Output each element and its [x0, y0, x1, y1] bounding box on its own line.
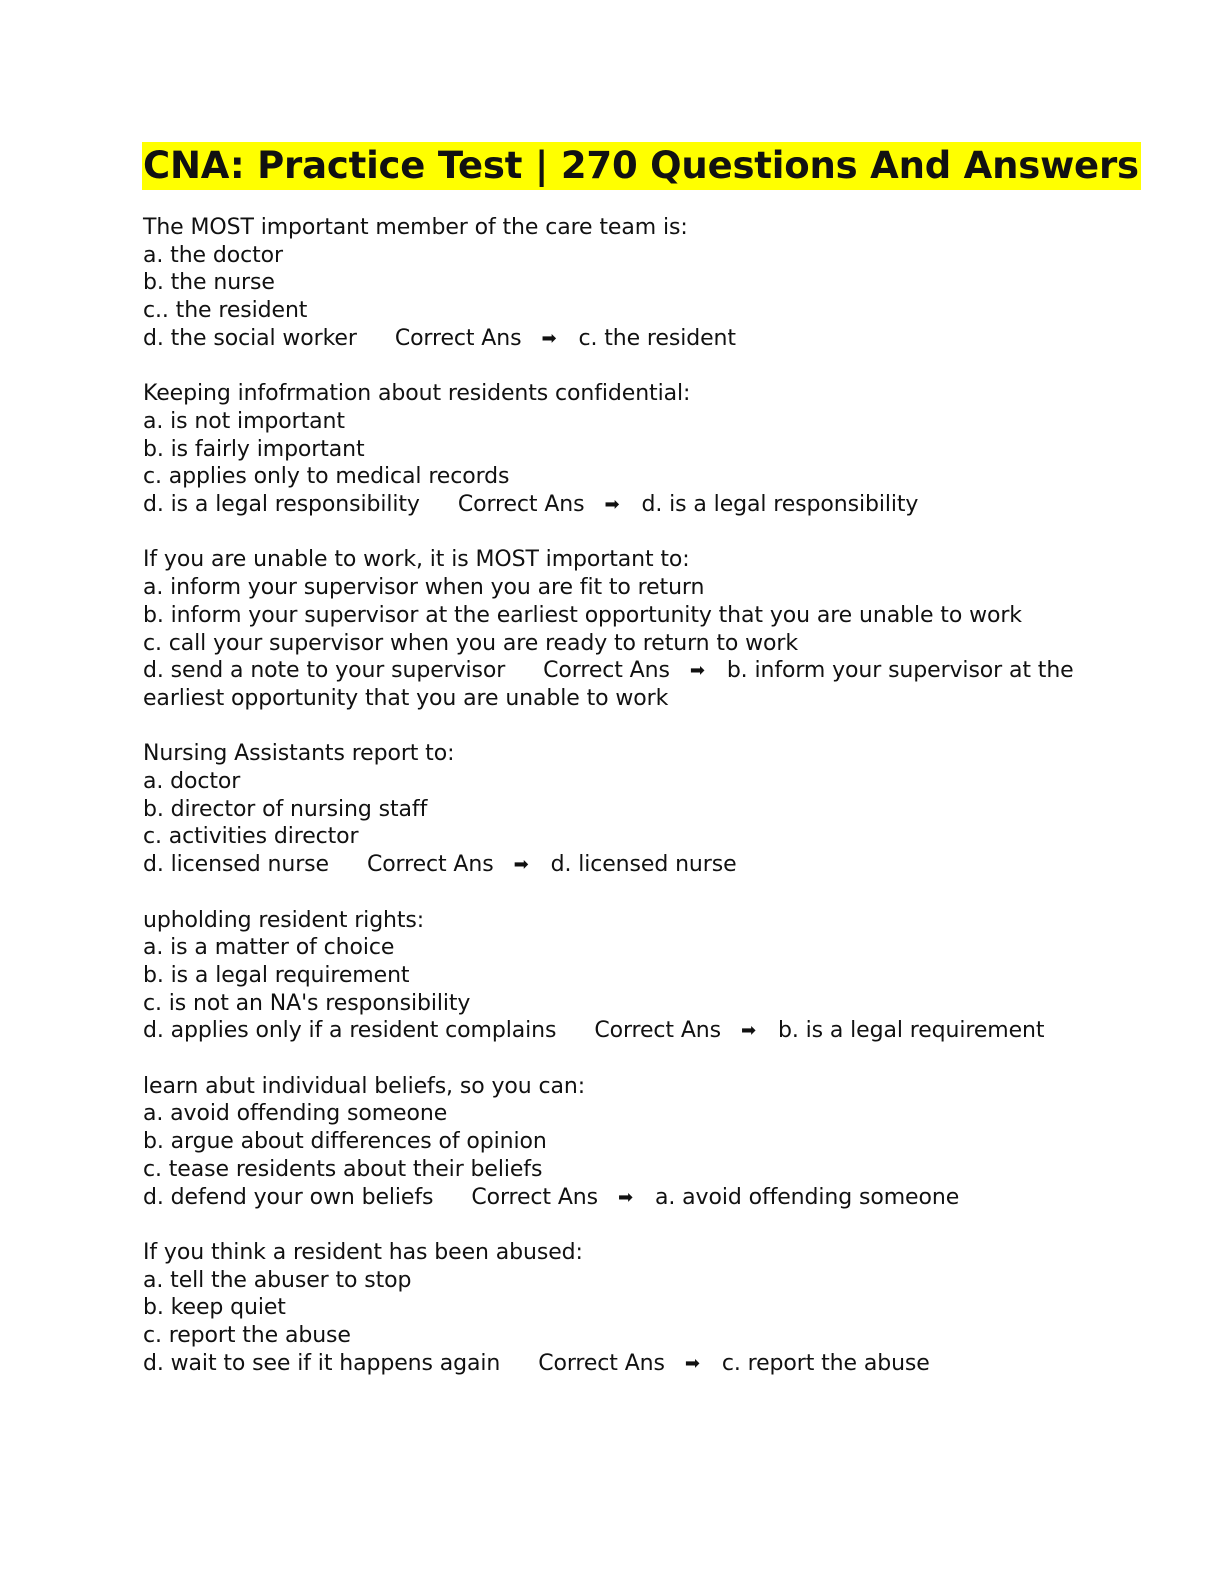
- option-line: [143, 436, 1083, 464]
- question-block: [143, 380, 1083, 519]
- correct-answer-text: c. the resident: [578, 325, 736, 351]
- option-line: [143, 962, 1083, 990]
- option-line: [143, 768, 1083, 796]
- option-line: [143, 657, 1083, 712]
- option-line: [143, 1294, 1083, 1322]
- correct-answer-text: c. report the abuse: [721, 1350, 930, 1376]
- question-text: Keeping infofrmation about residents confidential:: [143, 381, 691, 407]
- option-line: [143, 934, 1083, 962]
- option-line: [143, 463, 1083, 491]
- option-line: [143, 823, 1083, 851]
- option-line: [143, 630, 1083, 658]
- correct-answer-text: d. is a legal responsibility: [641, 492, 919, 518]
- correct-answer-text: b. is a legal requirement: [777, 1018, 1045, 1044]
- option-line: [143, 408, 1083, 436]
- question-text: The MOST important member of the care team is:: [143, 215, 688, 240]
- arrow-right-icon: ➡: [740, 1020, 756, 1042]
- option-line: [143, 1184, 1083, 1212]
- page-title: CNA: Practice Test | 270 Questions And Answers: [142, 142, 1141, 190]
- answer-option: c. call your supervisor when you are ready to return to work: [143, 630, 798, 656]
- answer-option: a. the doctor: [143, 242, 283, 268]
- answer-option: c. report the abuse: [143, 1323, 351, 1349]
- option-line: [143, 1350, 1083, 1378]
- document-page: [143, 142, 1139, 1405]
- correct-answer-text: a. avoid offending someone: [655, 1184, 960, 1210]
- answer-option: a. doctor: [143, 769, 241, 795]
- arrow-right-icon: ➡: [513, 854, 529, 876]
- correct-answer-label: Correct Ans: [394, 325, 522, 351]
- question-text: If you are unable to work, it is MOST important to:: [143, 547, 690, 573]
- arrow-right-icon: ➡: [618, 1186, 633, 1208]
- arrow-right-icon: ➡: [541, 327, 557, 349]
- answer-option: d. applies only if a resident complains: [143, 1018, 557, 1044]
- answer-option: c.. the resident: [143, 298, 308, 324]
- option-line: [143, 574, 1083, 602]
- question-block: [143, 214, 1083, 353]
- arrow-right-icon: ➡: [689, 660, 705, 682]
- option-line: [143, 851, 1083, 879]
- option-line: [143, 602, 1083, 630]
- answer-option: b. director of nursing staff: [143, 796, 428, 822]
- answer-option: a. is not important: [143, 408, 345, 434]
- answer-option: d. licensed nurse: [143, 852, 329, 878]
- answer-option: b. inform your supervisor at the earliest opportunity that you are unable to work: [143, 602, 1022, 628]
- answer-option: d. defend your own beliefs: [143, 1184, 434, 1210]
- answer-option: c. applies only to medical records: [143, 464, 510, 490]
- question-text: upholding resident rights:: [143, 907, 425, 933]
- correct-answer-label: Correct Ans: [471, 1184, 599, 1210]
- answer-option: a. avoid offending someone: [143, 1101, 448, 1127]
- question-block: [143, 1239, 1083, 1378]
- answer-option: b. is fairly important: [143, 436, 365, 462]
- option-line: [143, 269, 1083, 297]
- option-line: [143, 1128, 1083, 1156]
- answer-option: b. the nurse: [143, 270, 275, 296]
- answer-option: a. is a matter of choice: [143, 935, 395, 961]
- correct-answer-label: Correct Ans: [366, 852, 494, 878]
- correct-answer-text: d. licensed nurse: [550, 852, 737, 878]
- answer-option: b. argue about differences of opinion: [143, 1129, 547, 1155]
- option-line: [143, 1322, 1083, 1350]
- answer-option: b. keep quiet: [143, 1295, 286, 1321]
- answer-option: d. wait to see if it happens again: [143, 1350, 501, 1376]
- option-line: [143, 1156, 1083, 1184]
- question-block: [143, 907, 1083, 1046]
- question-text: Nursing Assistants report to:: [143, 741, 455, 767]
- answer-option: d. is a legal responsibility: [143, 492, 420, 518]
- answer-option: a. tell the abuser to stop: [143, 1267, 412, 1293]
- answer-option: d. the social worker: [143, 325, 357, 351]
- correct-answer-label: Correct Ans: [594, 1018, 721, 1044]
- arrow-right-icon: ➡: [604, 494, 620, 516]
- arrow-right-icon: ➡: [684, 1352, 700, 1374]
- question-block: [143, 1073, 1083, 1212]
- correct-answer-label: Correct Ans: [543, 658, 670, 684]
- answer-option: d. send a note to your supervisor: [143, 658, 506, 684]
- correct-answer-label: Correct Ans: [457, 492, 585, 518]
- answer-option: c. is not an NA's responsibility: [143, 990, 471, 1016]
- question-list: [143, 214, 1083, 1377]
- option-line: [143, 1017, 1083, 1045]
- option-line: [143, 796, 1083, 824]
- question-block: [143, 740, 1083, 879]
- correct-answer-label: Correct Ans: [538, 1350, 665, 1376]
- option-line: [143, 325, 1083, 353]
- question-block: [143, 546, 1083, 712]
- question-text: If you think a resident has been abused:: [143, 1239, 583, 1265]
- answer-option: c. tease residents about their beliefs: [143, 1156, 543, 1182]
- answer-option: a. inform your supervisor when you are fit to return: [143, 575, 705, 601]
- question-text: learn abut individual beliefs, so you can:: [143, 1073, 586, 1099]
- option-line: [143, 491, 1083, 519]
- correct-answer-text: b. inform your supervisor at the earliest opportunity that you are unable to work: [143, 658, 1074, 711]
- option-line: [143, 990, 1083, 1018]
- answer-option: b. is a legal requirement: [143, 962, 410, 988]
- option-line: [143, 1100, 1083, 1128]
- option-line: [143, 1267, 1083, 1295]
- option-line: [143, 297, 1083, 325]
- option-line: [143, 242, 1083, 270]
- answer-option: c. activities director: [143, 824, 359, 850]
